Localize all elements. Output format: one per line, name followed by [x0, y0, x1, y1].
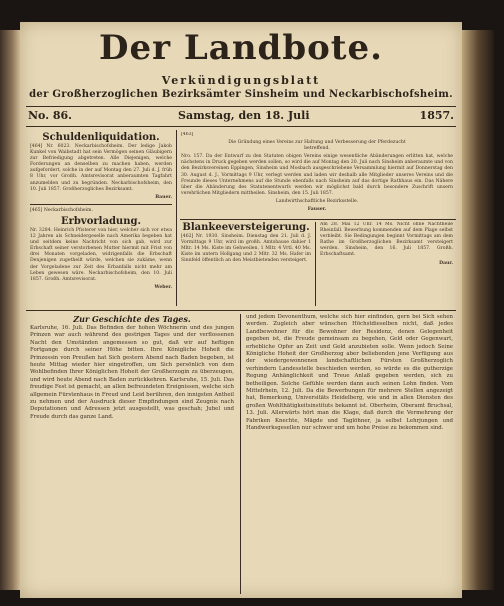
dateline: [28, 109, 454, 125]
rule-bottom: [26, 126, 456, 127]
notice-org: Landwirthschaftliche Bezirksstelle.: [275, 198, 359, 204]
notice-signature: Bauer.: [155, 194, 172, 200]
heading-schuldenliquidation: Schuldenliquidation.: [42, 132, 160, 143]
notice-intro: Die Gründung eines Vereins zur Haltung und Verbesserung der Pferdezucht betreffend.: [228, 140, 406, 152]
book-edge-right: [462, 30, 494, 590]
issue-date: Samstag, den 18. Juli: [178, 109, 310, 122]
notice-signature: Daur.: [439, 260, 453, 266]
notice-label: [463]: [181, 132, 194, 137]
issue-number: No. 86.: [28, 109, 72, 122]
notices-left-column: [30, 132, 172, 304]
divider-right: [180, 219, 456, 220]
notice-text: Nr. 3284. Heinrich Pfisterer von hier, welcher sich vor etwa 12 Jahren als Schneidergeselle nach Amerika begeben hat und seitdem keine Nachricht von sich gab, wird zur Erbschaft seiner verstorbenen Mutter hiermit mit Frist von drei Monaten vorgeladen, widrigenfalls die Erbschaft Denjenigen zugetheilt würde, welchen sie zukäme, wenn der Vorgeladene zur Zeit des Erbanfalls nicht mehr am Leben gewesen wäre. Neckarbischofsheim, den 10. Juli 1857. Großh. Amtsrevisorat.: [30, 227, 172, 282]
news-right-column: [246, 314, 453, 592]
news-left-column: [30, 314, 234, 592]
notice-text: [462] Nr. 1930. Sinsheim. Dienstag den 21. Juli d. J. Vormittags 9 Uhr, wird im großh. Amtshause dahier 1 Mltr. 14 Ms. Kiste im Gehweilen, 1 Mltr. 4 Vrtl. 40 Ms. Kiste im untern Hollgang und 2 Mltr. 32 Ms. Hafer im Sinnfeld öffentlich an den Meistbietenden versteigert.: [181, 234, 311, 264]
rule-top: [26, 106, 456, 107]
book-spine-left: [0, 30, 20, 590]
notice-text: Am 28. Mai 12 Uhr. 14 Ms. Nicht ohne Nachtheile Rheinfall. Bewerbung kommenden auf dem Plage selbst verbleibt. Sie Bedingungen beginnt Vormittags am dem Rathe im Großherzoglichen Bezirksamt versteigert werden. Sinsheim, den 16. Juli 1857. Großh. Erbschaftsamt.: [320, 222, 453, 258]
masthead-authority: der Großherzoglichen Bezirksämter Sinsheim und Neckarbischofsheim.: [29, 89, 453, 100]
heading-erbvorladung: Erbvorladung.: [61, 215, 141, 227]
news-heading: Zur Geschichte des Tages.: [73, 314, 191, 324]
divider-news: [26, 310, 456, 311]
notice-label: [465] Neckarbischofsheim.: [30, 207, 93, 213]
notice-signature: Weber.: [154, 284, 172, 290]
column-divider: [240, 314, 241, 594]
notice-text: Nro. 157. Da der Entwurf zu den Statuten obigen Vereins einige wesentliche Abänderungen erlitten hat, welche nächstens in Druck gegeben werden sollen, so wird die auf Montag den 20. Juli nach Sinsheim anberaumte und von den Bezirksvereinen Eppingen, Sinsheim und Mosbach ausgeschriebene Versammlung hiermit auf Donnerstag den 30. August d. J., Vormittags 9 Uhr, verlegt werden und laden wir deshalb alle Mitglieder unseres Vereins und die Freunde dieses Unternehmens auf die Stunde ebenfalls nach Sinsheim auf das dortige Rathhaus ein. Das Nähere über die Abänderung des Statutenentwurfs werden wir möglichst bald durch besondere Zuschrift unsern verehrlichen Mitgliedern mittheilen. Sinsheim, den 15. Juli 1857.: [181, 154, 453, 196]
column-divider: [315, 222, 316, 306]
heading-blankeeversteigerung: Blankeeversteigerung.: [182, 222, 310, 233]
issue-year: 1857.: [419, 109, 454, 122]
column-divider: [176, 130, 177, 306]
news-text: und jedem Devonenthum, welche sich hier einfinden, gern bei Sich sehen werden. Zugleich aber wünschen Höchstdieselben nicht, daß jedes Landbewohner für die Bewohner der Residenz, denen Gelegenheit gegeben ist, die Freude gemeinsam zu begehen, Geld oder Gegenwart, erhebliche Opfer an Zeit und Geld anzubieten solle. Wenn jedoch Seine Königliche Hoheit der Großherzog aber beliebenden jene Verfügung aus der wiedergewonnenen landschaftlichen Fürsten Großherzoglich verhindern Landesstelle beschieden werden, so würde es die gutherzige Regung Anhänglichkeit und Treue Anlaß gegeben werden, sich zu betheiligen. Solche Gefühle werden dann auch seinen Lohn finden. Vom Mittelrhein, 12. Juli. Da die Bewerbungen für mehrere Stellen angezeigt hat, Bemerkung, Universitäts Heidelberg, wie und in allen Diensten des großen Wohlthätigkeitsinstituts bekannt ist. Oberheim, Oberamt Bruchsal, 13. Juli. Allerwärts hört man die Klage, daß durch die Vermehrung der Fabriken Knechte, Mägde und Taglöhner, ja selbst Lehrjungen und Handwerksgesellen nur schwer und um hohe Preise zu bekommen sind.: [246, 314, 453, 432]
notices-right-bottom-right: [320, 222, 453, 306]
notice-signature: Fauser.: [307, 207, 327, 213]
masthead-title: Der Landbote.: [99, 28, 383, 68]
news-text: Karlsruhe, 16. Juli. Das Befinden der hohen Wöchnerin und des jungen Prinzen war auch während des gestrigen Tages und der verflossenen Nacht den Umständen angemessen so gut, daß wir auf heftigen Fortgange durch seiner Höhe bitten. Ihre Königliche Hoheit die Prinzessin von Preußen hat Sich gestern Abend nach Baden begeben, ist heute Mittag wieder hier eingetroffen, um Sich persönlich von dem Wohlbefinden Ihrer Königlichen Hoheit der Großherzogin zu überzeugen, und wird heute Abend nach Baden zurückkehren. Karlsruhe, 15. Juli. Das freudige Fest ist gemacht, an allen befreundeten Ereignissen, welche sich allgemein Fürstenhaus in Freud und Leid berühren, den innigsten Antheil zu nehmen und der Ausdruck dieser Empfindungen sind Zeugnis nach Deputationen und Adressen jetzt ausgestellt, was geschah; Jubel und Freude durch das ganze Land.: [30, 325, 234, 420]
notices-right-bottom-left: [181, 222, 311, 306]
notice-text: [464] Nr. 6023. Neckarbischofsheim. Der ledige Jakob Kunkel von Waibstadt hat sein Vermögen seinen Gläubigern zur Befriedigung abgetreten. Alle Diejenigen, welche Forderungen an denselben zu machen haben, werden aufgefordert, solche in der auf Montag den 27. Juli d. J. früh 8 Uhr, vor Großh. Amtsrevisorat anberaumten Tagfahrt anzumelden und zu begründen. Neckarbischofsheim, den 10. Juli 1857. Großherzogliches Bezirksamt.: [30, 144, 172, 192]
masthead-subtitle: Verkündigungsblatt: [161, 74, 321, 87]
notices-right-top: [181, 132, 453, 217]
divider: [30, 204, 172, 205]
newspaper-page: [20, 22, 462, 598]
